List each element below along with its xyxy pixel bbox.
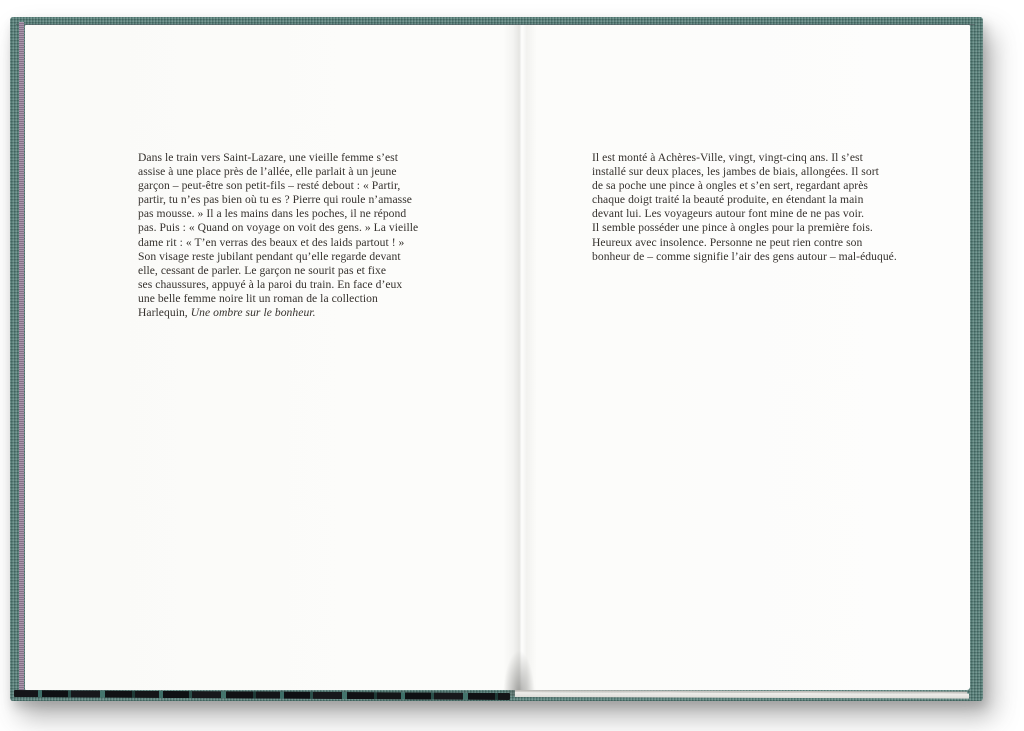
text-line: Il est monté à Achères-Ville, vingt, vingt-cinq ans. Il s’est xyxy=(592,151,863,164)
book-title-italic: Une ombre sur le bonheur. xyxy=(190,306,316,320)
text-line: Il semble posséder une pince à ongles pour la première fois. xyxy=(592,221,873,235)
text-line: garçon – peut-être son petit-fils – resté debout : « Partir, xyxy=(138,179,401,193)
open-page-spread xyxy=(25,25,970,690)
text-line: chaque doigt traité la beauté produite, en étendant la main xyxy=(592,193,864,207)
endpaper-edge xyxy=(19,22,24,694)
text-line: dame rit : « T’en verras des beaux et des laids partout ! » xyxy=(138,235,405,249)
left-page-bottom-edges xyxy=(14,690,510,700)
right-page-text xyxy=(592,151,897,264)
left-page-lines xyxy=(138,151,418,306)
text-line: Son visage reste jubilant pendant qu’elle regarde devant xyxy=(138,249,401,263)
text-line: devant lui. Les voyageurs autour font mine de ne pas voir. xyxy=(592,207,865,221)
gutter-bottom-shadow xyxy=(499,626,539,696)
text-line: de sa poche une pince à ongles et s’en sert, regardant après xyxy=(592,179,868,193)
left-page-last-line xyxy=(138,306,418,320)
text-line: Heureux avec insolence. Personne ne peut rien contre son xyxy=(592,235,863,249)
right-page-lines xyxy=(592,151,897,264)
text-line: assise à une place près de l’allée, elle parlait à un jeune xyxy=(138,165,397,179)
text-line: ses chaussures, appuyé à la paroi du train. En face d’eux xyxy=(138,277,403,291)
text-line: Dans le train vers Saint-Lazare, une vieille femme s’est xyxy=(138,151,399,164)
text-line: partir, tu n’es pas bien où tu es ? Pierre qui roule n’amasse xyxy=(138,193,412,207)
text-line: elle, cessant de parler. Le garçon ne sourit pas et fixe xyxy=(138,263,387,277)
book-cover xyxy=(10,17,983,701)
page-gutter xyxy=(503,25,537,690)
left-page-text xyxy=(138,151,418,320)
last-line-regular: Harlequin, xyxy=(138,306,191,320)
text-line: bonheur de – comme signifie l’air des gens autour – mal-éduqué. xyxy=(592,249,897,263)
text-line: une belle femme noire lit un roman de la collection xyxy=(138,291,378,305)
text-line: installé sur deux places, les jambes de biais, allongées. Il sort xyxy=(592,165,879,179)
text-line: pas. Puis : « Quand on voyage on voit des gens. » La vieille xyxy=(138,221,419,235)
text-line: pas mousse. » Il a les mains dans les poches, il ne répond xyxy=(138,207,407,221)
